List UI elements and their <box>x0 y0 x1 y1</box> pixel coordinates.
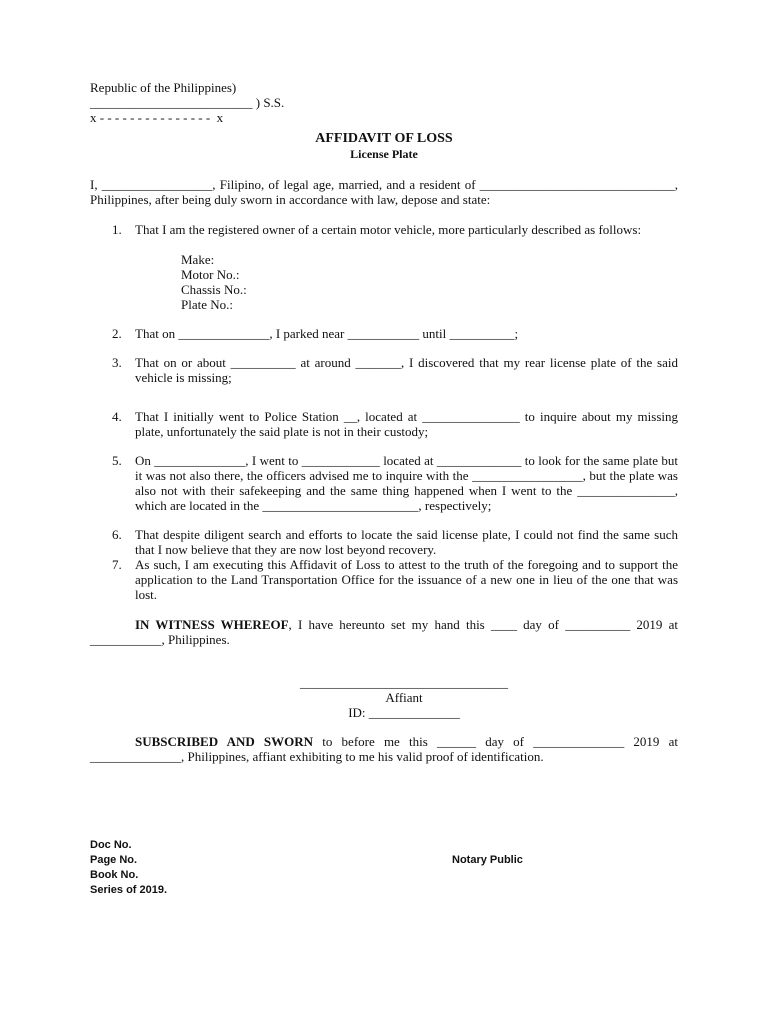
statement-item-3 <box>90 355 678 385</box>
item-number: 2. <box>112 326 122 341</box>
document-subtitle: License Plate <box>350 147 418 161</box>
series: Series of 2019. <box>90 884 168 896</box>
detail-make: Make: <box>181 252 215 267</box>
sworn-text: to before me this ______ day of ______________ 2019 at ______________, Philippines, affiant exhibiting to me his valid proof of identification. <box>90 734 678 764</box>
item-text: On ______________, I went to ____________ located at _____________ to look for the same plate but it was not also there, the officers advised me to inquire with the _________________, but the plate was also not with their safekeeping and the same thing happened when I went to the _______________, which are located in the ________________________, respectively; <box>135 453 678 513</box>
x-line: x - - - - - - - - - - - - - - - x <box>90 110 224 125</box>
affidavit-document <box>90 80 678 764</box>
intro-paragraph: I, _________________, Filipino, of legal age, married, and a resident of ______________________________, Philippines, after being duly sworn in accordance with law, depose and state: <box>90 177 678 207</box>
detail-plate-no: Plate No.: <box>181 297 233 312</box>
statement-item-7 <box>90 557 678 602</box>
item-text: That I initially went to Police Station __, located at _______________ to inquire about my missing plate, unfortunately the said plate is not in their custody; <box>135 409 678 439</box>
detail-chassis-no: Chassis No.: <box>181 282 247 297</box>
statement-item-5 <box>90 453 678 513</box>
affiant-label: Affiant <box>385 690 423 705</box>
page-no: Page No. <box>90 854 138 866</box>
item-number: 6. <box>112 527 122 542</box>
item-text: That despite diligent search and efforts to locate the said license plate, I could not find the same such that I now believe that they are now lost beyond recovery. <box>135 527 678 557</box>
notary-block <box>90 838 690 898</box>
statement-item-4 <box>90 409 678 439</box>
doc-no: Doc No. <box>90 839 132 851</box>
statement-item-1 <box>90 222 678 312</box>
item-number: 3. <box>112 355 122 370</box>
item-number: 5. <box>112 453 122 468</box>
sworn-paragraph <box>90 734 678 764</box>
book-no: Book No. <box>90 869 139 881</box>
statement-item-2 <box>90 326 678 341</box>
document-title: AFFIDAVIT OF LOSS <box>315 131 453 146</box>
statement-list <box>90 222 678 602</box>
ss-line: _________________________ ) S.S. <box>90 95 285 110</box>
item-text: As such, I am executing this Affidavit of Loss to attest to the truth of the foregoing and to support the application to the Land Transportation Office for the issuance of a new one in lieu of the one that was lost. <box>135 557 678 602</box>
notary-public-label: Notary Public <box>452 854 523 866</box>
item-number: 4. <box>112 409 122 424</box>
venue-line: Republic of the Philippines) <box>90 80 237 95</box>
statement-item-6 <box>90 527 678 557</box>
detail-motor-no: Motor No.: <box>181 267 240 282</box>
affiant-id: ID: ______________ <box>348 705 460 720</box>
item-number: 1. <box>112 222 122 237</box>
sworn-lead: SUBSCRIBED AND SWORN <box>135 734 314 749</box>
witness-text: , I have hereunto set my hand this ____ day of __________ 2019 at ___________, Philippines. <box>90 617 678 647</box>
witness-lead: IN WITNESS WHEREOF <box>135 617 289 632</box>
signature-line: ________________________________ <box>300 675 508 690</box>
item-text: That I am the registered owner of a certain motor vehicle, more particularly described as follows: <box>135 222 642 237</box>
vehicle-details <box>181 252 678 312</box>
signature-block <box>90 675 678 720</box>
item-text: That on ______________, I parked near ___________ until __________; <box>135 326 519 341</box>
item-text: That on or about __________ at around _______, I discovered that my rear license plate of the said vehicle is missing; <box>135 355 678 385</box>
witness-paragraph <box>90 617 678 647</box>
item-number: 7. <box>112 557 122 572</box>
